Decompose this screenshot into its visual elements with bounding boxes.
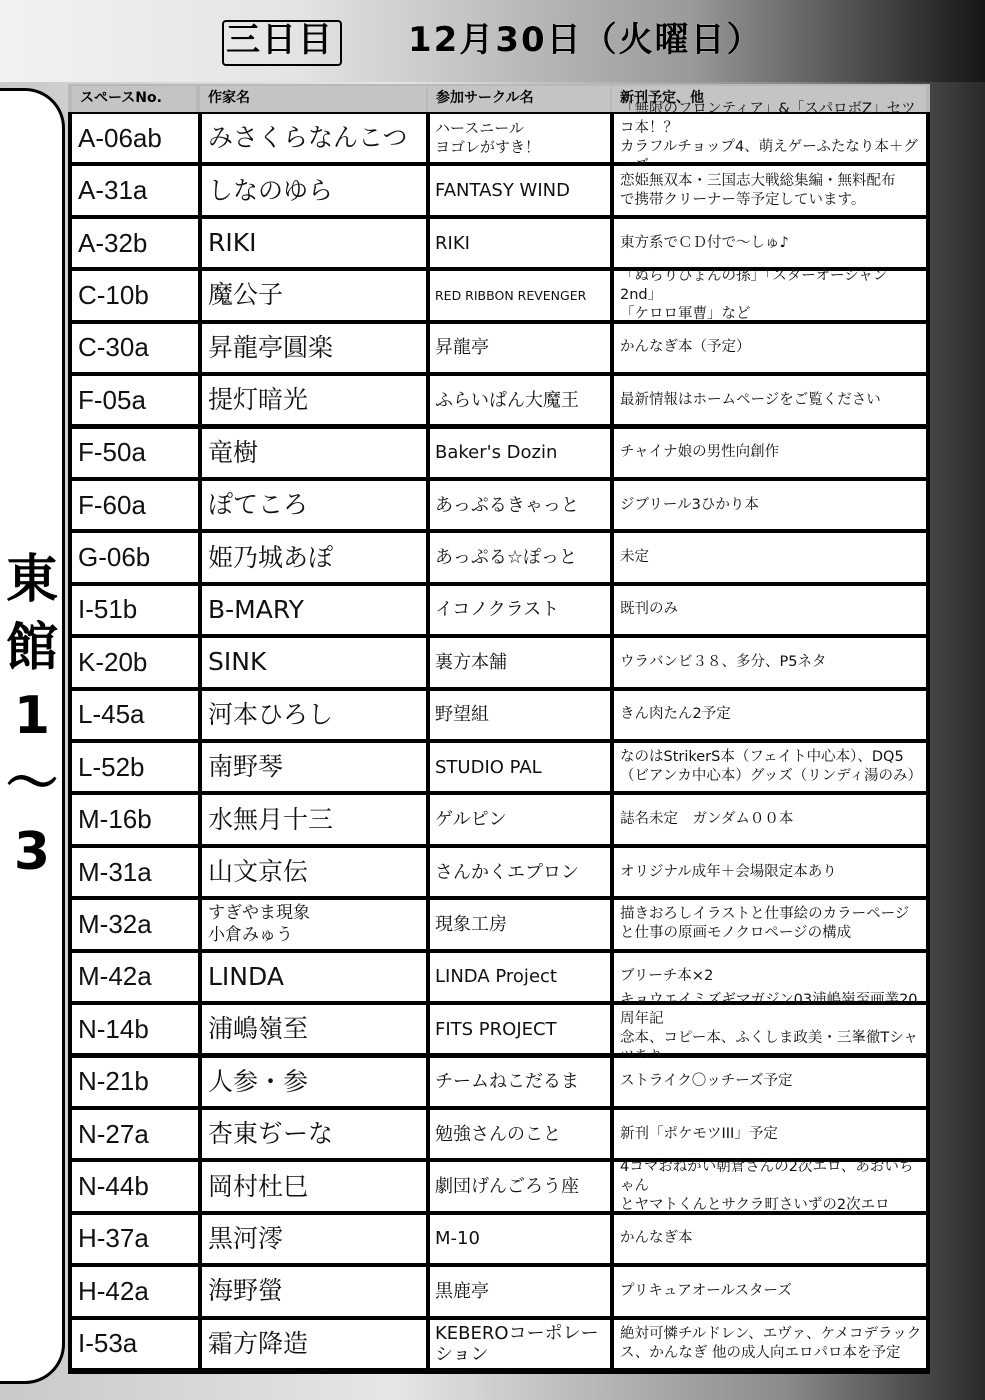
space-cell: H-42a <box>72 1267 198 1315</box>
table-row <box>72 898 926 950</box>
space-cell: G-06b <box>72 533 198 581</box>
table-row <box>72 374 926 426</box>
table-row <box>72 1318 926 1370</box>
note-cell: ウラバンビ３８、多分、P5ネタ <box>614 638 926 686</box>
note-cell: 誌名未定 ガンダム００本 <box>614 795 926 843</box>
note-cell: 恋姫無双本・三国志大戦総集編・無料配布 で携帯クリーナー等予定しています。 <box>614 166 926 214</box>
note-cell: かんなぎ本（予定） <box>614 324 926 372</box>
author-cell: 昇龍亭圓楽 <box>202 324 426 372</box>
table-row <box>72 269 926 321</box>
column-header-space: スペースNo. <box>72 86 196 112</box>
table-row <box>72 636 926 688</box>
circle-cell: RIKI <box>430 219 610 267</box>
author-cell: 水無月十三 <box>202 795 426 843</box>
note-cell: 最新情報はホームページをご覧ください <box>614 376 926 424</box>
author-cell: しなのゆら <box>202 166 426 214</box>
table-row <box>72 1160 926 1212</box>
space-cell: A-32b <box>72 219 198 267</box>
circle-cell: FANTASY WIND <box>430 166 610 214</box>
hall-label-char: 館 <box>5 618 58 678</box>
note-cell: 東方系でＣＤ付で〜しゅ♪ <box>614 219 926 267</box>
author-cell: SINK <box>202 638 426 686</box>
table-row <box>72 1213 926 1265</box>
circle-cell: LINDA Project <box>430 953 610 1001</box>
space-cell: M-32a <box>72 900 198 948</box>
circle-cell: あっぷるきゃっと <box>430 481 610 529</box>
author-cell: 山文京伝 <box>202 848 426 896</box>
author-cell: 海野螢 <box>202 1267 426 1315</box>
author-cell: 提灯暗光 <box>202 376 426 424</box>
note-cell: オリジナル成年＋会場限定本あり <box>614 848 926 896</box>
note-cell: 「ぬらりひょんの孫」「スターオーシャン2nd」 「ケロロ軍曹」など <box>614 271 926 319</box>
page-header <box>0 0 985 82</box>
circle-cell: 勉強さんのこと <box>430 1110 610 1158</box>
table-row <box>72 531 926 583</box>
table-row <box>72 1003 926 1055</box>
space-cell: K-20b <box>72 638 198 686</box>
note-cell: 既刊のみ <box>614 586 926 634</box>
author-cell: B-MARY <box>202 586 426 634</box>
author-cell: 魔公子 <box>202 271 426 319</box>
circle-cell: 昇龍亭 <box>430 324 610 372</box>
author-cell: 黒河澪 <box>202 1215 426 1263</box>
space-cell: N-27a <box>72 1110 198 1158</box>
note-cell: ブリーチ本×2 <box>614 953 926 1001</box>
note-cell: プリキュアオールスターズ <box>614 1267 926 1315</box>
hall-side-tab <box>0 88 65 1384</box>
table-row <box>72 689 926 741</box>
circle-cell: RED RIBBON REVENGER <box>430 271 610 319</box>
space-cell: L-45a <box>72 691 198 739</box>
hall-label <box>4 546 60 886</box>
space-cell: I-51b <box>72 586 198 634</box>
table-row <box>72 1056 926 1108</box>
space-cell: N-21b <box>72 1058 198 1106</box>
space-cell: F-05a <box>72 376 198 424</box>
circle-cell: STUDIO PAL <box>430 743 610 791</box>
circle-cell: イコノクラスト <box>430 586 610 634</box>
space-cell: N-44b <box>72 1162 198 1210</box>
table-row <box>72 584 926 636</box>
author-cell: 岡村杜巳 <box>202 1162 426 1210</box>
space-cell: F-60a <box>72 481 198 529</box>
author-cell: 霜方降造 <box>202 1320 426 1368</box>
note-cell: かんなぎ本 <box>614 1215 926 1263</box>
circle-cell: FITS PROJECT <box>430 1005 610 1053</box>
author-cell: 人参・参 <box>202 1058 426 1106</box>
table-row <box>72 217 926 269</box>
column-header-author: 作家名 <box>200 86 426 112</box>
space-cell: F-50a <box>72 429 198 477</box>
note-cell: ストライク〇ッチーズ予定 <box>614 1058 926 1106</box>
circle-cell: M-10 <box>430 1215 610 1263</box>
space-cell: L-52b <box>72 743 198 791</box>
table-row <box>72 164 926 216</box>
space-cell: H-37a <box>72 1215 198 1263</box>
circle-cell: 黒鹿亭 <box>430 1267 610 1315</box>
note-cell: コ本！？ カラフルチョップ4、萌えゲーふたなり本＋グ <box>614 114 926 162</box>
table-row <box>72 741 926 793</box>
space-cell: C-10b <box>72 271 198 319</box>
table-row <box>72 479 926 531</box>
author-cell: すぎやま現象 小倉みゅう <box>202 900 426 948</box>
column-header-note: 新刊予定、他 <box>612 86 926 112</box>
day-label: 三日目 <box>226 20 334 60</box>
circle-cell: KEBEROコーポレーション <box>430 1320 610 1368</box>
author-cell: みさくらなんこつ <box>202 114 426 162</box>
author-cell: 河本ひろし <box>202 691 426 739</box>
author-cell: RIKI <box>202 219 426 267</box>
author-cell: ぽてころ <box>202 481 426 529</box>
space-cell: M-16b <box>72 795 198 843</box>
table-row <box>72 793 926 845</box>
space-cell: M-42a <box>72 953 198 1001</box>
table-row <box>72 322 926 374</box>
circle-cell: Baker's Dozin <box>430 429 610 477</box>
space-cell: I-53a <box>72 1320 198 1368</box>
note-cell: 新刊「ポケモツIII」予定 <box>614 1110 926 1158</box>
author-cell: 南野琴 <box>202 743 426 791</box>
author-cell: 姫乃城あぽ <box>202 533 426 581</box>
circle-cell: 現象工房 <box>430 900 610 948</box>
author-cell: 竜樹 <box>202 429 426 477</box>
circle-table <box>68 84 930 1374</box>
note-cell: 描きおろしイラストと仕事絵のカラーページ と仕事の原画モノクロページの構成 <box>614 900 926 948</box>
column-header-circle: 参加サークル名 <box>428 86 610 112</box>
note-cell: きん肉たん2予定 <box>614 691 926 739</box>
note-cell: 周年記 念本、コピー本、ふくしま政美・三峯徹Tシャ <box>614 1005 926 1053</box>
table-row <box>72 846 926 898</box>
note-cell: 未定 <box>614 533 926 581</box>
circle-cell: 裏方本舗 <box>430 638 610 686</box>
hall-label-char: 1 <box>13 686 51 746</box>
circle-cell: 野望組 <box>430 691 610 739</box>
note-cell: なのはStrikerS本（フェイト中心本）、DQ5 （ビアンカ中心本）グッズ（リンディ湯のみ） <box>614 743 926 791</box>
author-cell: 浦嶋嶺至 <box>202 1005 426 1053</box>
circle-cell: あっぷる☆ぽっと <box>430 533 610 581</box>
space-cell: M-31a <box>72 848 198 896</box>
author-cell: LINDA <box>202 953 426 1001</box>
space-cell: A-06ab <box>72 114 198 162</box>
circle-cell: さんかくエプロン <box>430 848 610 896</box>
table-row <box>72 1265 926 1317</box>
date-label: 12月30日（火曜日） <box>408 20 763 60</box>
note-cell: 絶対可憐チルドレン、エヴァ、ケメコデラック ス、かんなぎ 他の成人向エロパロ本を予定 <box>614 1320 926 1368</box>
space-cell: A-31a <box>72 166 198 214</box>
author-cell: 杏東ぢーな <box>202 1110 426 1158</box>
circle-cell: ゲルピン <box>430 795 610 843</box>
note-cell: ジブリール3ひかり本 <box>614 481 926 529</box>
hall-label-char: 3 <box>13 822 51 882</box>
circle-cell: ハースニール ヨゴレがすき！ <box>430 114 610 162</box>
table-row <box>72 112 926 164</box>
note-cell: 4コマおねがい朝倉さんの2次エロ、あおいちゃん とヤマトくんとサクラ町さいずの2次エロ <box>614 1162 926 1210</box>
table-row <box>72 427 926 479</box>
circle-cell: チームねこだるま <box>430 1058 610 1106</box>
space-cell: N-14b <box>72 1005 198 1053</box>
hall-label-char: 〜 <box>5 754 58 814</box>
table-row <box>72 1108 926 1160</box>
space-cell: C-30a <box>72 324 198 372</box>
circle-cell: ふらいぱん大魔王 <box>430 376 610 424</box>
note-cell: チャイナ娘の男性向創作 <box>614 429 926 477</box>
circle-cell: 劇団げんごろう座 <box>430 1162 610 1210</box>
hall-label-char: 東 <box>5 550 58 610</box>
